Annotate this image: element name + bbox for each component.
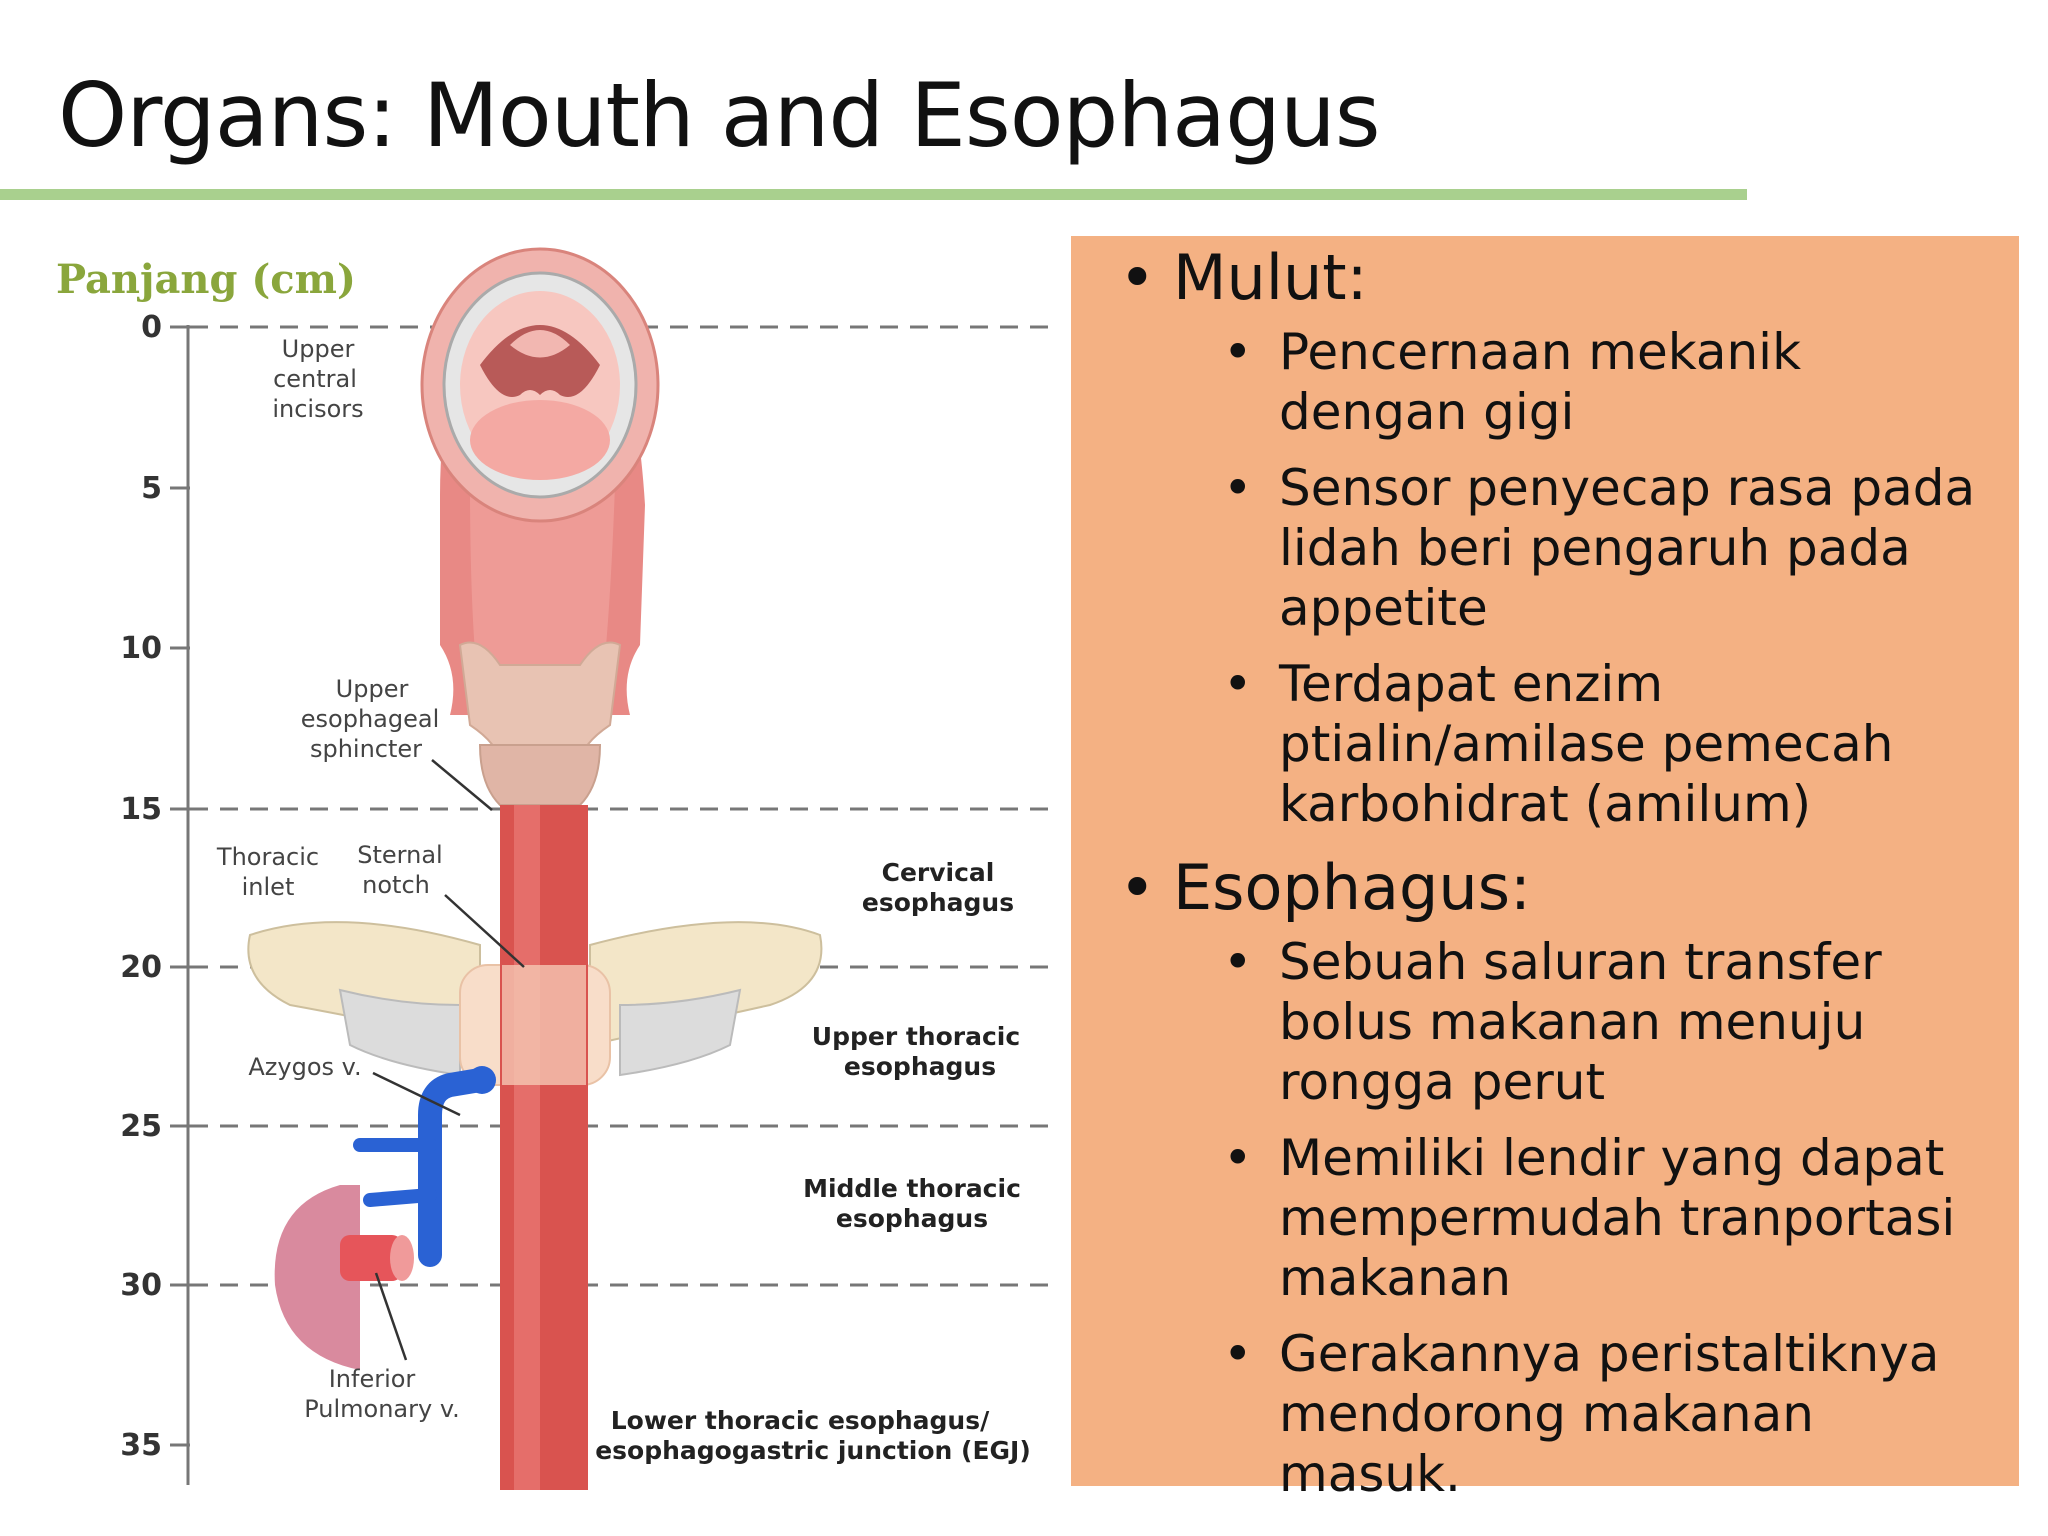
mouth-illustration	[422, 249, 658, 715]
slide-title: Organs: Mouth and Esophagus	[58, 64, 1380, 167]
label-sternal-notch: Sternal	[357, 841, 443, 869]
list-item: • Pencernaan mekanik dengan gigi	[1223, 323, 1802, 441]
label-lower-thoracic-esophagus: esophagogastric junction (EGJ)	[595, 1436, 1031, 1465]
esophagus-diagram	[40, 245, 1060, 1490]
text-panel	[1071, 236, 2019, 1503]
bullet-icon: •	[1223, 1325, 1253, 1383]
tick-label: 35	[120, 1428, 162, 1463]
label-upper-esophageal-sphincter: Upper	[335, 675, 409, 703]
label-inferior-pulmonary: Inferior	[328, 1365, 416, 1393]
label-upper-central-incisors: central	[273, 365, 357, 393]
label-inferior-pulmonary: Pulmonary v.	[304, 1395, 460, 1423]
section-esophagus	[1103, 850, 1991, 1504]
bullet-icon: •	[1223, 1129, 1253, 1187]
tick-label: 5	[141, 471, 162, 506]
bullet-icon: •	[1223, 933, 1253, 991]
azygos-vein	[360, 1066, 496, 1255]
bullet-icon: •	[1223, 459, 1253, 517]
bullet-icon: •	[1223, 655, 1253, 713]
label-upper-thoracic-esophagus: Upper thoracic	[811, 1022, 1021, 1051]
label-sternal-notch: notch	[362, 871, 430, 899]
bullet-list	[1103, 932, 1991, 1504]
label-upper-central-incisors: Upper	[281, 335, 355, 363]
tick-label: 10	[120, 631, 162, 666]
tick-label: 30	[120, 1268, 162, 1303]
list-item: • Memiliki lendir yang dapat mempermudah tranportasi makanan	[1223, 1129, 1956, 1307]
label-thoracic-inlet: Thoracic	[216, 843, 320, 871]
bullet-list	[1103, 322, 1991, 834]
larynx	[460, 643, 620, 806]
section-heading: • Esophagus:	[1119, 851, 1531, 924]
section-mulut	[1103, 236, 1991, 834]
label-middle-thoracic-esophagus: Middle thoracic	[803, 1174, 1021, 1203]
title-underline	[0, 189, 1747, 200]
bullet-icon: •	[1223, 323, 1253, 381]
tick-label: 25	[120, 1109, 162, 1144]
label-middle-thoracic-esophagus: esophagus	[835, 1204, 989, 1233]
section-heading: • Mulut:	[1119, 241, 1368, 314]
label-lower-thoracic-esophagus: Lower thoracic esophagus/	[610, 1406, 990, 1435]
label-upper-central-incisors: incisors	[272, 395, 364, 423]
axis-title: Panjang (cm)	[56, 256, 356, 303]
label-thoracic-inlet: inlet	[241, 873, 295, 901]
tick-label: 0	[141, 310, 162, 345]
list-item: • Sensor penyecap rasa pada lidah beri pengaruh pada appetite	[1223, 459, 1976, 637]
bullet-icon: •	[1119, 241, 1156, 314]
tick-label: 15	[120, 792, 162, 827]
bullet-icon: •	[1119, 851, 1156, 924]
list-item: • Terdapat enzim ptialin/amilase pemecah karbohidrat (amilum)	[1223, 655, 1894, 833]
label-cervical-esophagus: Cervical	[881, 858, 995, 887]
esophagus-tube	[500, 805, 588, 1490]
label-upper-esophageal-sphincter: sphincter	[309, 735, 423, 763]
tick-label: 20	[120, 950, 162, 985]
lung-illustration	[275, 1185, 414, 1370]
label-upper-esophageal-sphincter: esophageal	[300, 705, 440, 733]
list-item: • Sebuah saluran transfer bolus makanan menuju rongga perut	[1223, 933, 1882, 1111]
label-azygos: Azygos v.	[248, 1053, 362, 1081]
label-upper-thoracic-esophagus: esophagus	[843, 1052, 997, 1081]
list-item: • Gerakannya peristaltiknya mendorong makanan masuk.	[1223, 1325, 1940, 1503]
label-cervical-esophagus: esophagus	[861, 888, 1015, 917]
